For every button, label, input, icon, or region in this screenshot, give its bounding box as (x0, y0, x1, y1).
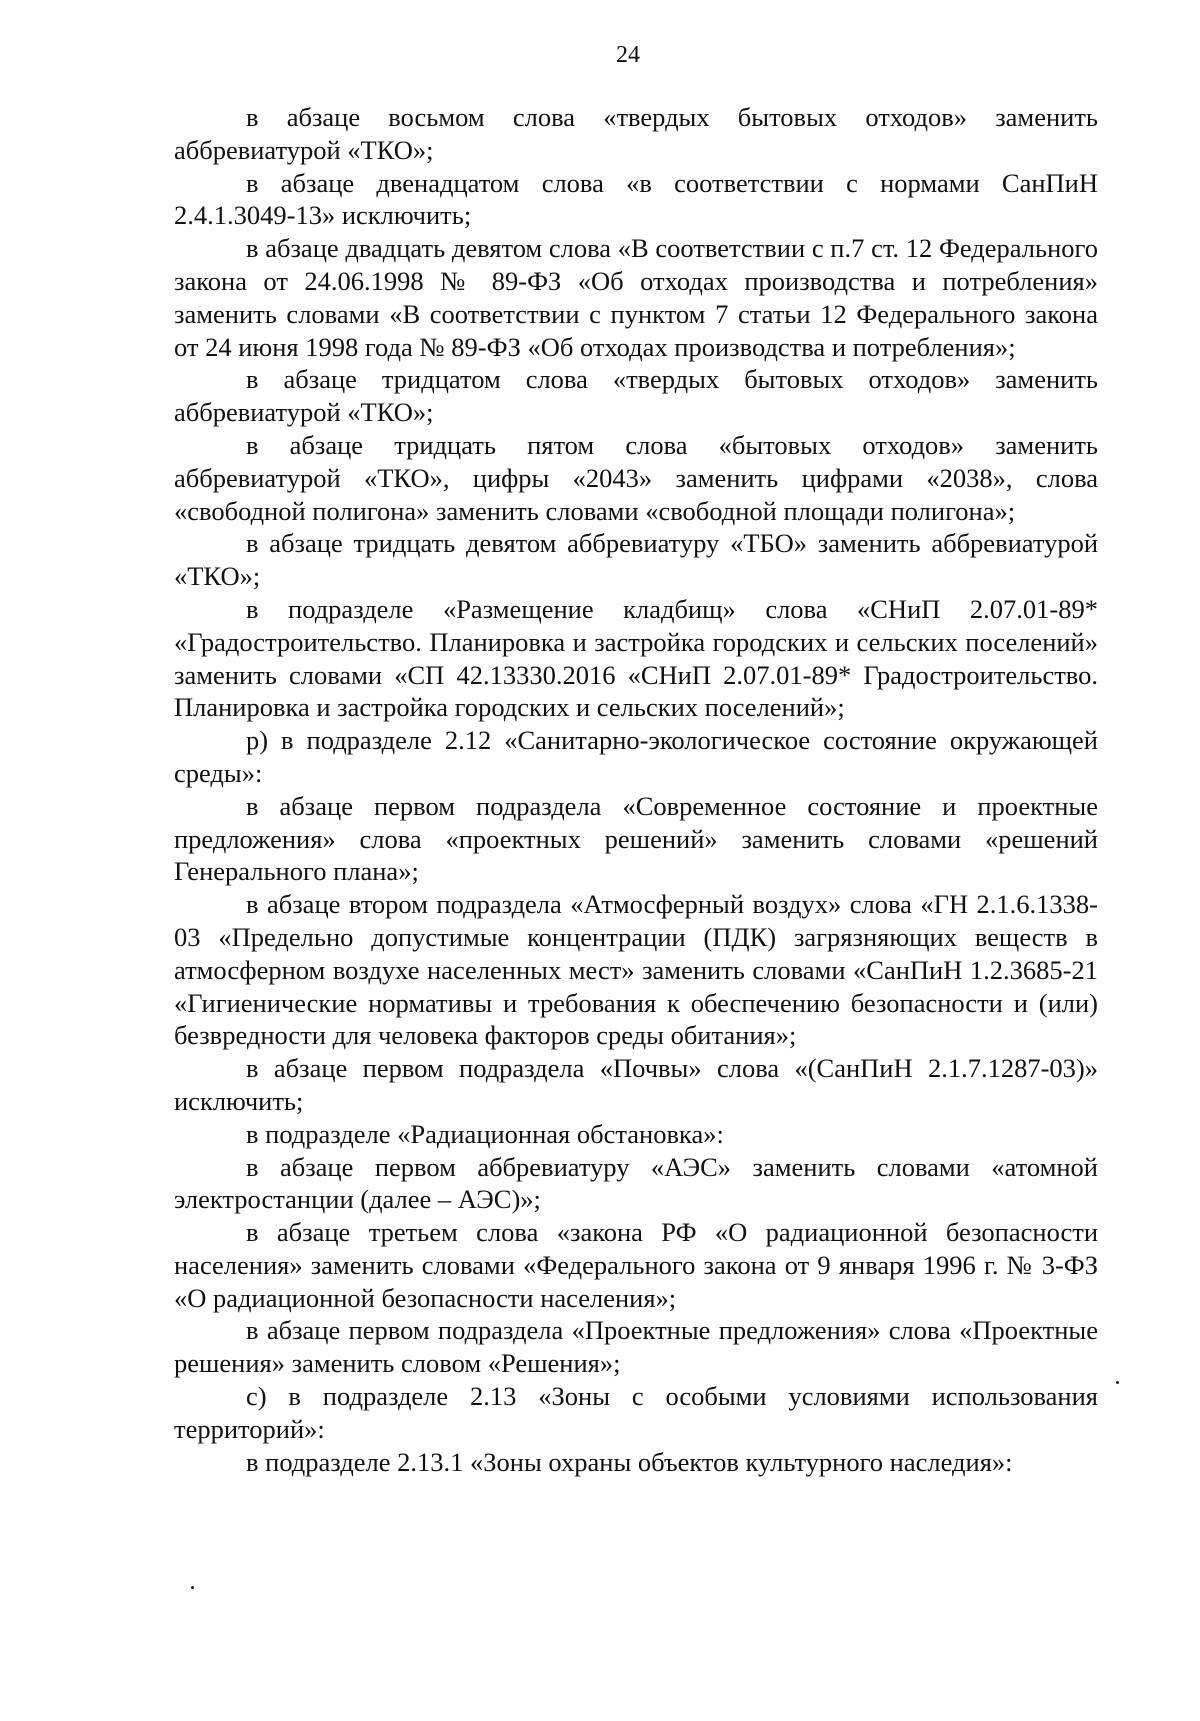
paragraph: в абзаце двадцать девятом слова «В соответствии с п.7 ст. 12 Федерального закона от 24.06.1998 № 89-ФЗ «Об отходах производства и потребления» заменить словами «В соответствии с пунктом 7 статьи 12 Федерального закона от 24 июня 1998 года № 89-ФЗ «Об отходах производства и потребления»; (174, 233, 1098, 362)
paragraph: в абзаце тридцатом слова «твердых бытовых отходов» заменить аббревиатурой «ТКО»; (174, 364, 1098, 428)
paragraph: в абзаце тридцать пятом слова «бытовых отходов» заменить аббревиатурой «ТКО», цифры «2043» заменить цифрами «2038», слова «свободной полигона» заменить словами «свободной площади полигона»; (174, 429, 1098, 526)
paragraph: в абзаце тридцать девятом аббревиатуру «ТБО» заменить аббревиатурой «ТКО»; (174, 528, 1098, 592)
paragraph: с) в подразделе 2.13 «Зоны с особыми условиями использования территорий»: (174, 1381, 1098, 1444)
paragraph: в абзаце третьем слова «закона РФ «О радиационной безопасности населения» заменить словами «Федерального закона от 9 января 1996 г. № 3-ФЗ «О радиационной безопасности населения»; (174, 1217, 1098, 1313)
paragraph: в абзаце первом подраздела «Почвы» слова «(СанПиН 2.1.7.1287-03)» исключить; (174, 1053, 1098, 1116)
scan-speck (191, 1586, 194, 1589)
paragraph: в абзаце восьмом слова «твердых бытовых отходов» заменить аббревиатурой «ТКО»; (174, 102, 1098, 165)
document-body (174, 101, 1098, 1478)
paragraph: в абзаце двенадцатом слова «в соответствии с нормами СанПиН 2.4.1.3049-13» исключить; (174, 167, 1098, 231)
paragraph: в подразделе «Размещение кладбищ» слова «СНиП 2.07.01-89* «Градостроительство. Планировка и застройка городских и сельских поселений» заменить словами «СП 42.13330.2016 «СНиП 2.07.01-89* Градостроительство. Планировка и застройка городских и сельских поселений»; (174, 593, 1098, 723)
paragraph: в абзаце первом подраздела «Современное состояние и проектные предложения» слова «проектных решений» заменить словами «решений Генерального плана»; (174, 790, 1098, 887)
paragraph: в абзаце первом аббревиатуру «АЭС» заменить словами «атомной электростанции (далее – АЭС)»; (174, 1151, 1098, 1215)
scan-speck (1116, 1381, 1119, 1384)
page-number: 24 (616, 42, 640, 68)
paragraph: р) в подразделе 2.12 «Санитарно-экологическое состояние окружающей среды»: (174, 725, 1098, 788)
paragraph: в абзаце первом подраздела «Проектные предложения» слова «Проектные решения» заменить словом «Решения»; (174, 1315, 1098, 1379)
paragraph: в подразделе 2.13.1 «Зоны охраны объектов культурного наследия»: (246, 1446, 1013, 1477)
paragraph: в абзаце втором подраздела «Атмосферный воздух» слова «ГН 2.1.6.1338-03 «Предельно допустимые концентрации (ПДК) загрязняющих веществ в атмосферном воздухе населенных мест» заменить словами «СанПиН 1.2.3685-21 «Гигиенические нормативы и требования к обеспечению безопасности и (или) безвредности для человека факторов среды обитания»; (174, 889, 1098, 1051)
paragraph: в подразделе «Радиационная обстановка»: (246, 1118, 724, 1149)
